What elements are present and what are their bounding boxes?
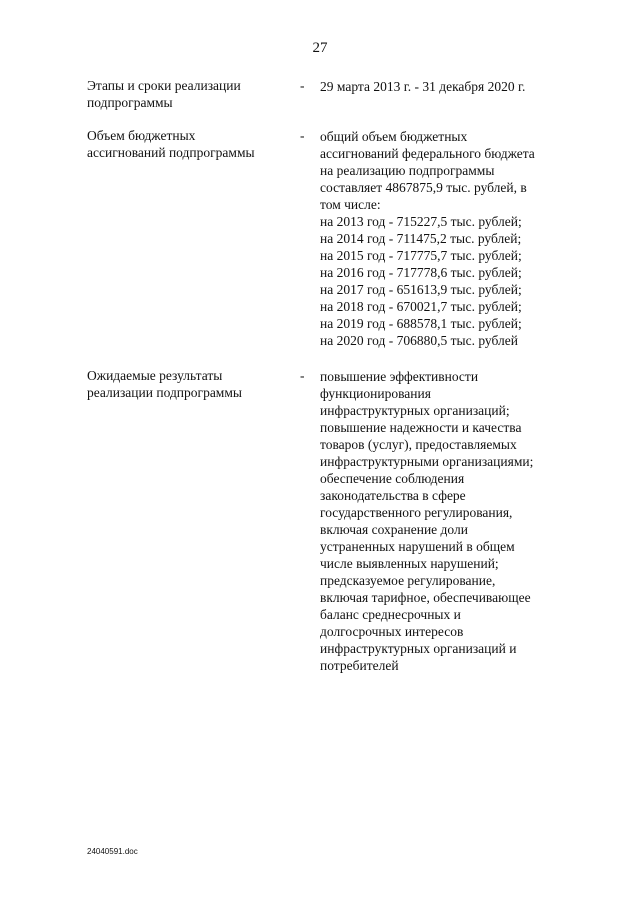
row-dash: - xyxy=(300,128,305,143)
value-line: на 2015 год - 717775,7 тыс. рублей; xyxy=(320,248,522,263)
value-line: ассигнований федерального бюджета xyxy=(320,146,535,161)
value-line: на 2016 год - 717778,6 тыс. рублей; xyxy=(320,265,522,280)
value-line: повышение эффективности xyxy=(320,369,479,384)
value-line: общий объем бюджетных xyxy=(320,129,468,144)
value-line: государственного регулирования, xyxy=(320,505,513,520)
value-line: числе выявленных нарушений; xyxy=(320,556,499,571)
row-value xyxy=(320,368,570,674)
value-line: том числе: xyxy=(320,197,381,212)
value-line: потребителей xyxy=(320,658,399,673)
value-line: функционирования xyxy=(320,386,431,401)
value-line: на 2014 год - 711475,2 тыс. рублей; xyxy=(320,231,522,246)
row-label xyxy=(87,368,282,401)
value-line: инфраструктурных организаций; xyxy=(320,403,510,418)
page-number: 27 xyxy=(312,40,328,56)
value-line: обеспечение соблюдения xyxy=(320,471,465,486)
value-line: долгосрочных интересов xyxy=(320,624,464,639)
value-line: повышение надежности и качества xyxy=(320,420,522,435)
value-line: товаров (услуг), предоставляемых xyxy=(320,437,517,452)
document-filename-footer: 24040591.doc xyxy=(87,847,138,856)
value-line: законодательства в сфере xyxy=(320,488,466,503)
value-line: баланс среднесрочных и xyxy=(320,607,461,622)
value-line: включая тарифное, обеспечивающее xyxy=(320,590,531,605)
value-line: на 2013 год - 715227,5 тыс. рублей; xyxy=(320,214,522,229)
row-dash: - xyxy=(300,78,305,93)
label-line: Ожидаемые результаты xyxy=(87,368,223,383)
label-line: Этапы и сроки реализации xyxy=(87,78,241,93)
value-line: на 2020 год - 706880,5 тыс. рублей xyxy=(320,333,518,348)
value-line: устраненных нарушений в общем xyxy=(320,539,515,554)
label-line: Объем бюджетных xyxy=(87,128,196,143)
value-line: на 2019 год - 688578,1 тыс. рублей; xyxy=(320,316,522,331)
label-line: подпрограммы xyxy=(87,94,173,110)
value-line: составляет 4867875,9 тыс. рублей, в xyxy=(320,180,527,195)
row-value xyxy=(320,128,570,349)
label-line: реализации подпрограммы xyxy=(87,384,242,400)
value-line: 29 марта 2013 г. - 31 декабря 2020 г. xyxy=(320,79,526,94)
row-label xyxy=(87,128,282,161)
value-line: на 2018 год - 670021,7 тыс. рублей; xyxy=(320,299,522,314)
row-dash: - xyxy=(300,368,305,383)
value-line: предсказуемое регулирование, xyxy=(320,573,496,588)
row-value xyxy=(320,78,570,95)
value-line: инфраструктурных организаций и xyxy=(320,641,517,656)
value-line: включая сохранение доли xyxy=(320,522,468,537)
value-line: на 2017 год - 651613,9 тыс. рублей; xyxy=(320,282,522,297)
label-line: ассигнований подпрограммы xyxy=(87,144,255,160)
row-label xyxy=(87,78,282,111)
value-line: инфраструктурными организациями; xyxy=(320,454,534,469)
value-line: на реализацию подпрограммы xyxy=(320,163,495,178)
